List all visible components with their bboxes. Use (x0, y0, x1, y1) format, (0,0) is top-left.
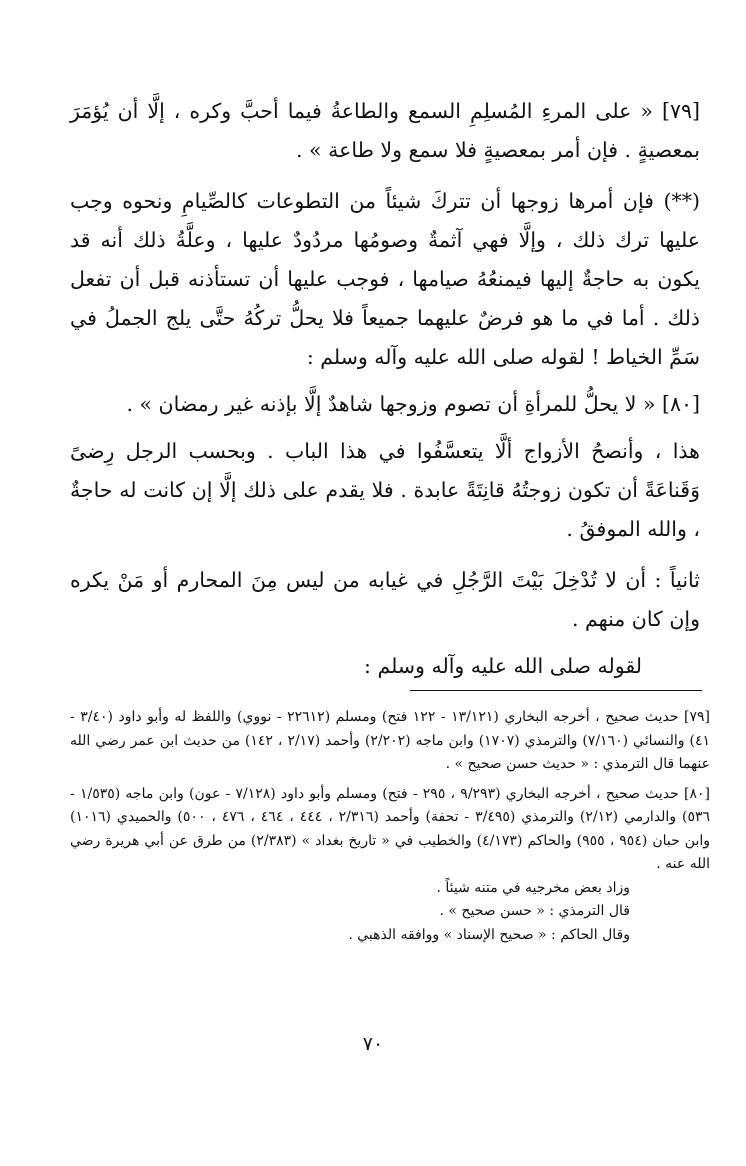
advice-paragraph: هذا ، وأنصحُ الأزواج ألَّا يتعسَّفُوا في هذا الباب . وبحسب الرجل رِضىً وَقَناعَةً أن تكون زوجتُهُ قانِتَةً عابدة . فلا يقدم على ذلك إلَّا إن كانت له حاجةٌ ، والله الموفقُ . (70, 439, 700, 541)
footnote-79: [٧٩] حديث صحيح ، أخرجه البخاري (١٣/١٢١ - ١٢٢ فتح) ومسلم (٢٢٦١٢ - نووي) واللفظ له وأبو داود (٣/٤٠ - ٤١) والنسائي (٧/١٦٠) والترمذي (١٧٠٧) وابن ماجه (٢/٢٠٢) وأحمد (٢/١٧ ، ١٤٢) من حديث ابن عمر رضي الله عنهما قال الترمذي : « حديث حسن صحيح » . (70, 709, 711, 772)
footnote-extra-2: قال الترمذي : « حسن صحيح » . (439, 903, 630, 919)
footnote-divider (410, 690, 702, 691)
commentary-paragraph: (**) فإن أمرها زوجها أن تتركَ شيئاً من التطوعات كالصِّيامِ ونحوه وجب عليها ترك ذلك ، وإلَّا فهي آثمةٌ وصومُها مردُودٌ عليها ، وعلَّةُ ذلك أنه قد يكون به حاجةٌ إليها فيمنعُهُ صيامها ، فوجب عليها أن تستأذنه قبل أن تفعل ذلك . أما في ما هو فرضٌ عليهما جميعاً فلا يحلُّ تركُهُ حتَّى يلج الجملُ في سَمِّ الخياط ! لقوله صلى الله عليه وآله وسلم : (70, 189, 700, 369)
hadith-80: [٨٠] « لا يحلُّ للمرأةِ أن تصوم وزوجها شاهدٌ إلَّا بإذنه غير رمضان » . (126, 392, 700, 416)
footnote-extra-3: وقال الحاكم : « صحيح الإسناد » ووافقه الذهبي . (348, 926, 630, 943)
footnotes (70, 706, 710, 947)
second-point-paragraph: ثانياً : أن لا تُدْخِلَ بَيْتَ الرَّجُلِ في غيابه من ليس مِنَ المحارم أو مَنْ يكره وإن كان منهم . (70, 568, 700, 631)
main-text (70, 92, 700, 686)
footnote-80: [٨٠] حديث صحيح ، أخرجه البخاري (٩/٢٩٣ ، ٢٩٥ - فتح) ومسلم وأبو داود (٧/١٢٨ - عون) وابن ماجه (١/٥٣٥ - ٥٣٦) والدارمي (٢/١٢) والترمذي (٣/٤٩٥ - تحفة) وأحمد (٢/٣١٦ ، ٤٤٤ ، ٤٦٤ ، ٤٧٦ ، ٥٠٠) والحميدي (١٠١٦) وابن حبان (٩٥٤ ، ٩٥٥) والحاكم (٤/١٧٣) والخطيب في « تاريخ بغداد » (٢/٣٨٣) من طرق عن أبي هريرة رضي الله عنه . (70, 785, 711, 872)
page-number: ٧٠ (362, 1033, 384, 1055)
footnote-extra-1: وزاد بعض مخرجيه في متنه شيئاً . (436, 879, 630, 896)
hadith-intro: لقوله صلى الله عليه وآله وسلم : (364, 654, 642, 678)
hadith-79: [٧٩] « على المرءِ المُسلِمِ السمع والطاعةُ فيما أحبَّ وكره ، إلَّا أن يُؤمَرَ بمعصيةٍ . فإن أمر بمعصيةٍ فلا سمع ولا طاعة » . (70, 99, 700, 162)
